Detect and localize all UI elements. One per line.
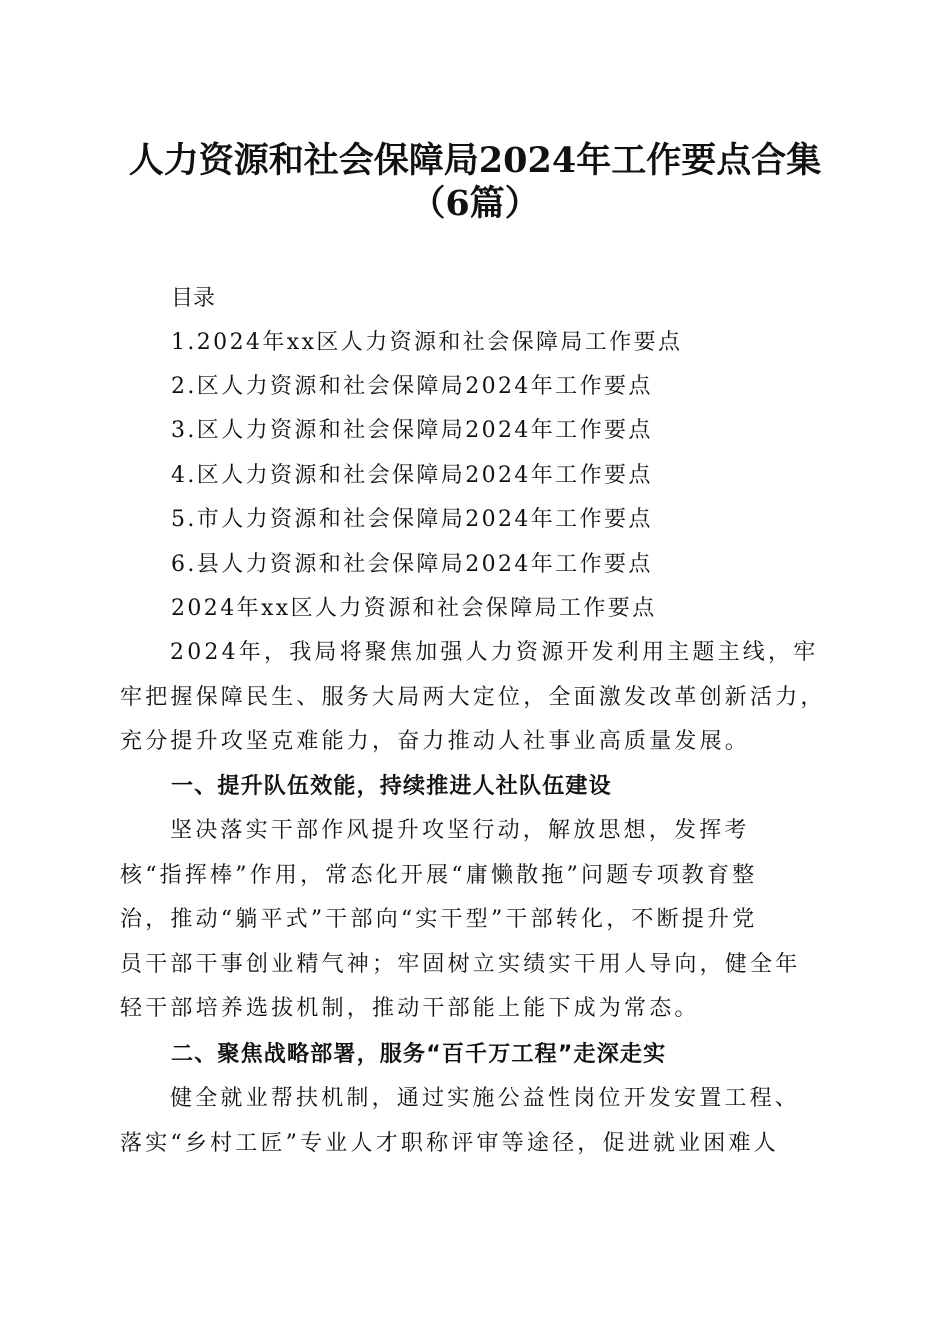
- paragraph-line: 核“指挥棒”作用，常态化开展“庸懒散拖”问题专项教育整: [120, 862, 758, 888]
- toc-item: 5.市人力资源和社会保障局2024年工作要点: [171, 507, 653, 532]
- paragraph-line: 健全就业帮扶机制，通过实施公益性岗位开发安置工程、: [170, 1086, 801, 1111]
- toc-heading: 目录: [171, 286, 216, 311]
- intro-paragraph: [120, 631, 840, 765]
- paragraph-line: 落实“乡村工匠”专业人才职称评审等途径，促进就业困难人: [120, 1130, 779, 1156]
- paragraph-line: 牢把握保障民生、服务大局两大定位，全面激发改革创新活力，: [120, 684, 826, 710]
- toc-item: 1.2024年xx区人力资源和社会保障局工作要点: [171, 330, 683, 355]
- document-title: 人力资源和社会保障局2024年工作要点合集: [128, 140, 822, 181]
- section-1-paragraph: [120, 809, 840, 1032]
- toc-item: 2.区人力资源和社会保障局2024年工作要点: [171, 374, 653, 399]
- toc-item: 3.区人力资源和社会保障局2024年工作要点: [171, 418, 653, 443]
- paragraph-line: 轻干部培养选拔机制，推动干部能上能下成为常态。: [120, 996, 700, 1021]
- section-title-1: 一、提升队伍效能，持续推进人社队伍建设: [171, 774, 612, 799]
- document-title-count: （6篇）: [410, 183, 540, 224]
- section-2-paragraph: [120, 1077, 840, 1166]
- paragraph-line: 治，推动“躺平式”干部向“实干型”干部转化，不断提升党: [120, 907, 758, 932]
- paragraph-line: 充分提升攻坚克难能力，奋力推动人社事业高质量发展。: [120, 729, 751, 754]
- paragraph-line: 坚决落实干部作风提升攻坚行动，解放思想，发挥考: [170, 818, 750, 843]
- paragraph-line: 员干部干事创业精气神；牢固树立实绩实干用人导向，健全年: [120, 951, 801, 977]
- paragraph-line: 2024年，我局将聚焦加强人力资源开发利用主题主线，牢: [170, 640, 819, 665]
- toc-item: 6.县人力资源和社会保障局2024年工作要点: [171, 552, 653, 577]
- section-title-2: 二、聚焦战略部署，服务“百千万工程”走深走实: [171, 1042, 667, 1067]
- toc-item: 4.区人力资源和社会保障局2024年工作要点: [171, 463, 653, 488]
- article-heading: 2024年xx区人力资源和社会保障局工作要点: [171, 596, 657, 621]
